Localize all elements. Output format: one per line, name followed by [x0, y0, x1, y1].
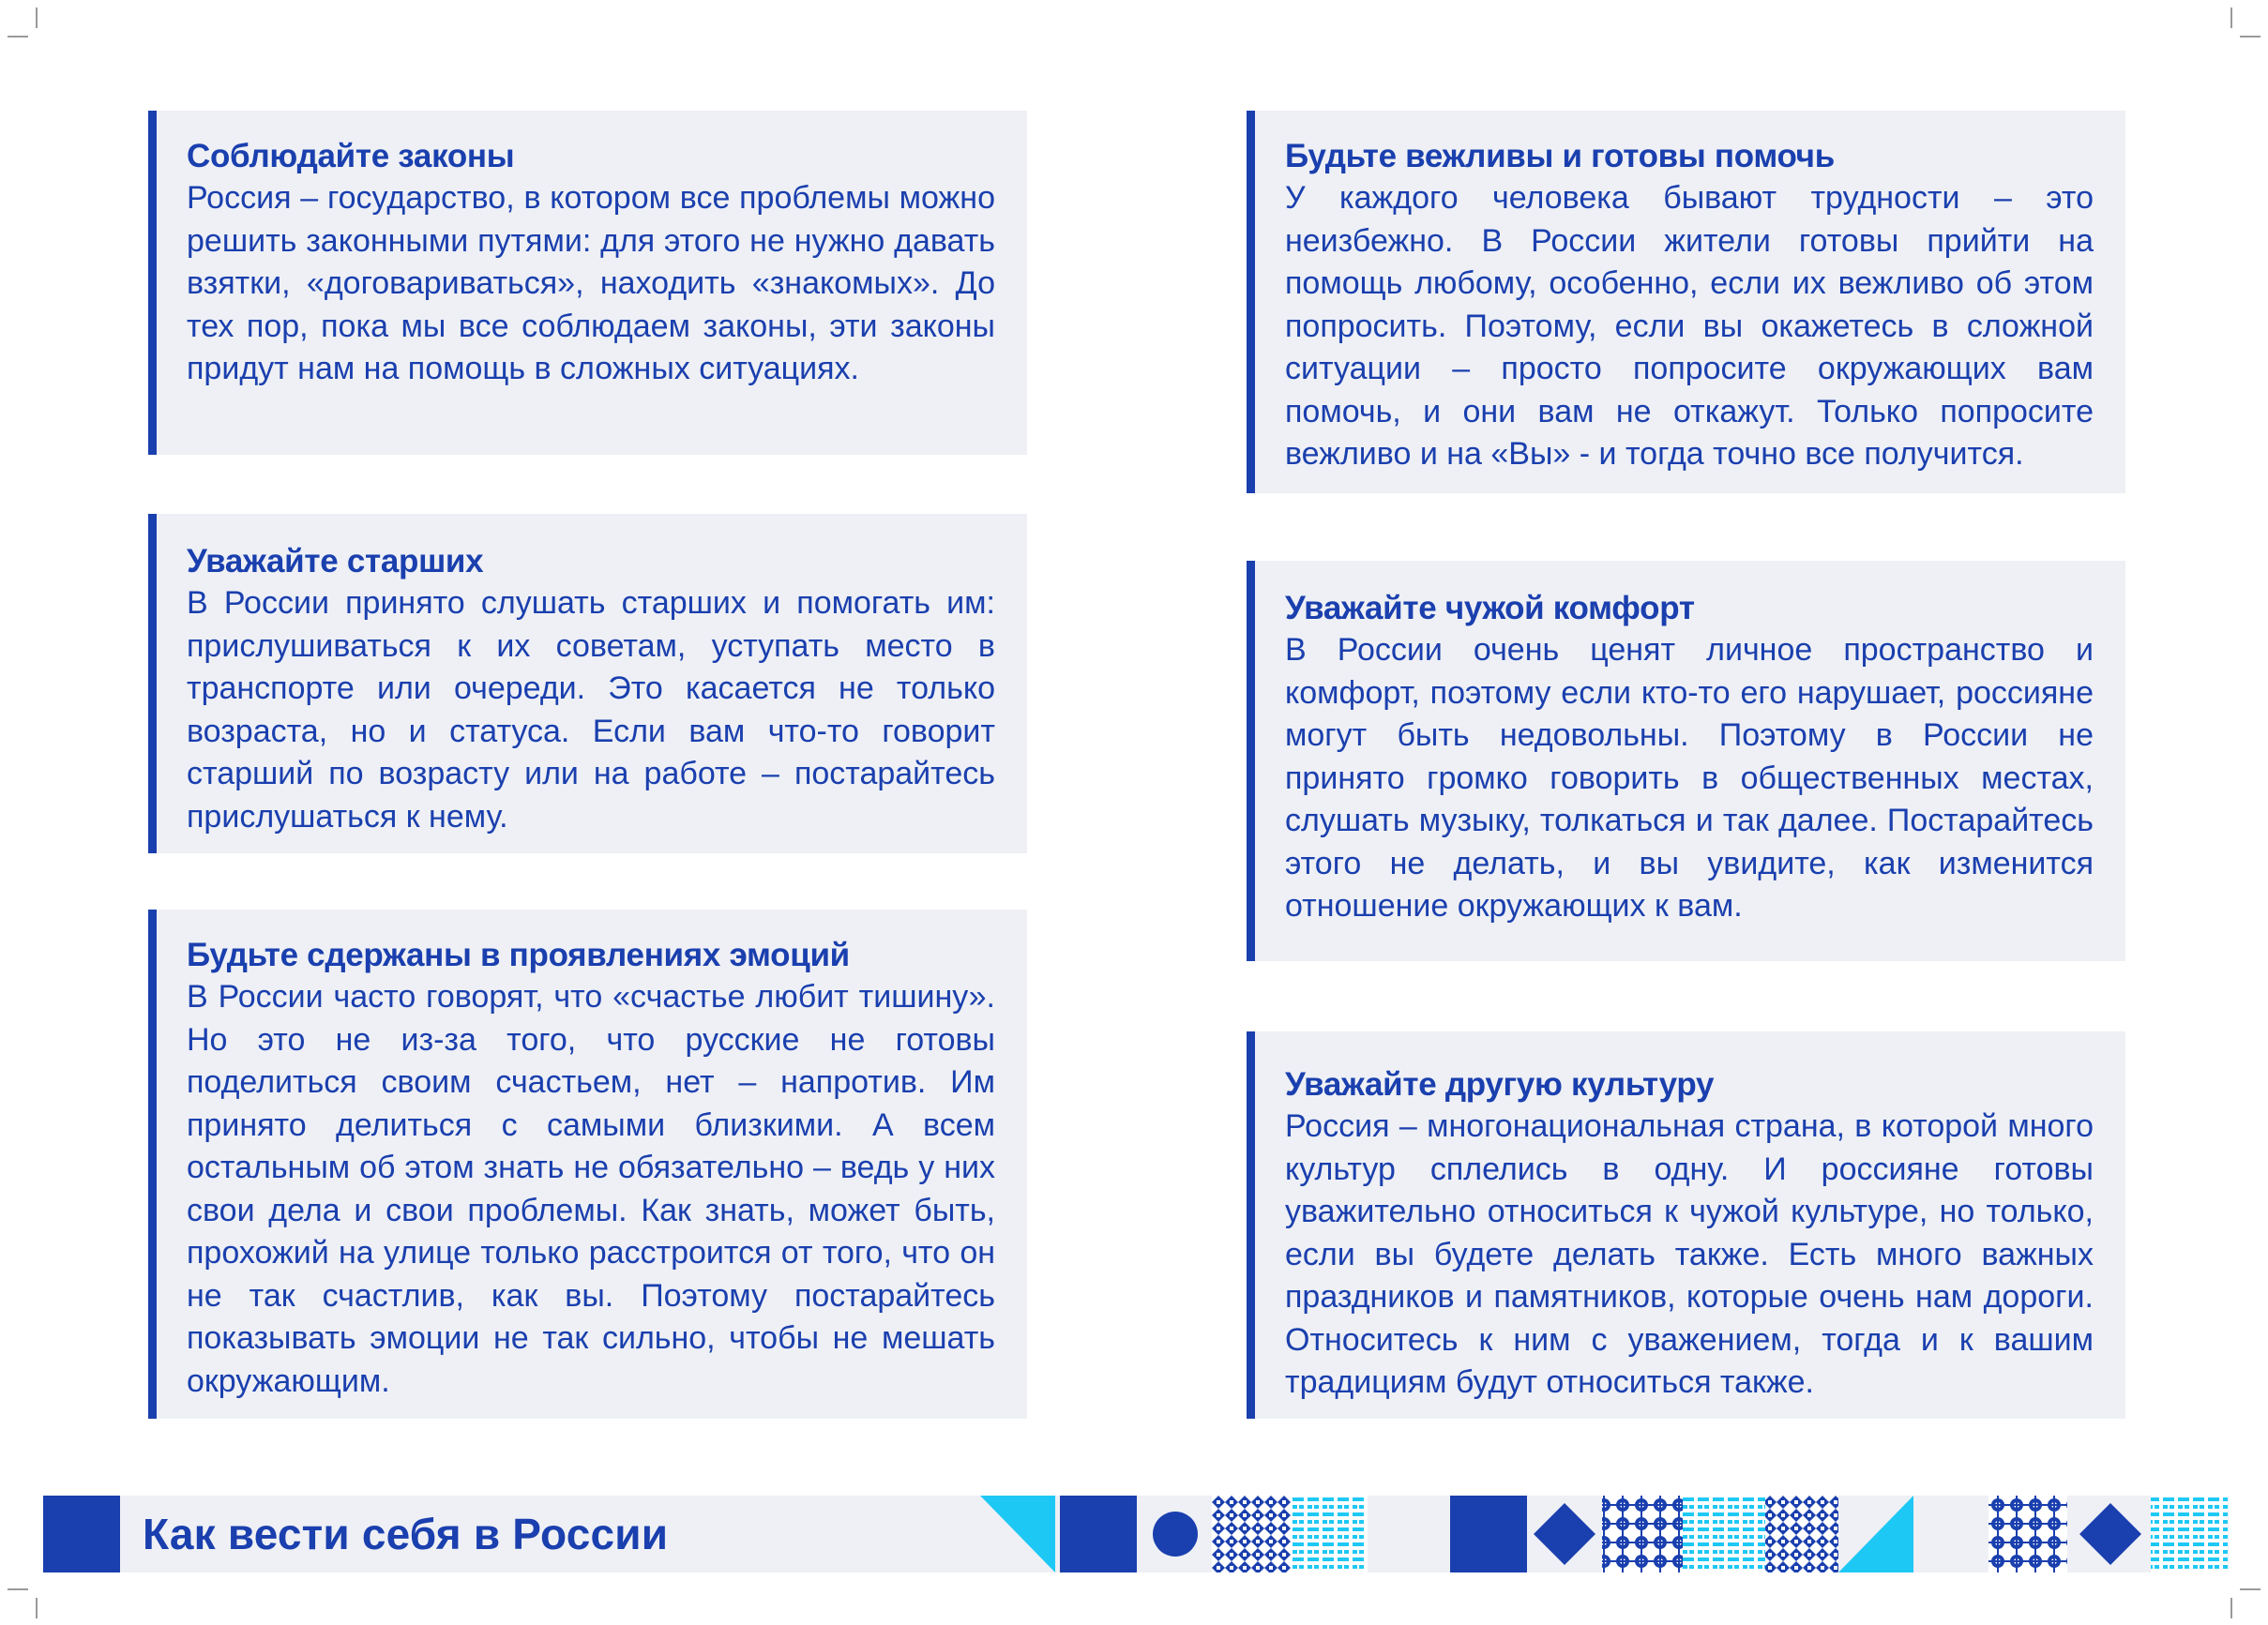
crop-mark — [2230, 8, 2232, 28]
ornament-rosette-icon — [1602, 1496, 1683, 1572]
card-respect-comfort — [1247, 561, 2125, 961]
card-title: Уважайте старших — [187, 543, 484, 579]
crop-mark — [8, 36, 28, 38]
card-be-polite — [1247, 111, 2125, 493]
circle-icon — [1153, 1512, 1198, 1557]
crop-mark — [36, 1598, 38, 1618]
card-title: Соблюдайте законы — [187, 138, 515, 174]
card-obey-laws — [148, 111, 1027, 455]
ornament-weave-icon — [1291, 1496, 1368, 1572]
crop-mark — [2240, 1588, 2260, 1590]
footer-title: Как вести себя в России — [143, 1510, 669, 1558]
ornament-strip — [975, 1496, 2232, 1572]
card-respect-elders — [148, 514, 1027, 853]
card-text: В России часто говорят, что «счастье любит тишину». Но это не из-за того, что русские не готовы поделиться своим счастьем, нет – напротив. Им принято делиться с самыми близкими. А всем остальным об этом знать не обязательно – ведь у них свои дела и свои проблемы. Как знать, может быть, прохожий на улице только расстроится от того, что он не так счастлив, как вы. Поэтому постарайтесь показывать эмоции не так сильно, чтобы не мешать окружающим. — [187, 979, 995, 1399]
card-title: Будьте сдержаны в проявлениях эмоций — [187, 937, 850, 973]
ornament-weave-icon — [1765, 1496, 1838, 1572]
crop-mark — [2230, 1598, 2232, 1618]
card-restrain-emotions — [148, 910, 1027, 1419]
ornament-weave-icon — [1683, 1496, 1765, 1572]
card-text: В России принято слушать старших и помогать им: прислушиваться к их советам, уступать место в транспорте или очереди. Это касается не только возраста, но и статуса. Если вам что-то говорит старший по возрасту или на работе – постарайтесь прислушаться к нему. — [187, 585, 995, 835]
diamond-icon — [2079, 1503, 2141, 1565]
crop-mark — [8, 1588, 28, 1590]
footer-square-icon — [43, 1496, 120, 1572]
card-title: Уважайте чужой комфорт — [1285, 590, 1695, 626]
card-text: Россия – многонациональная страна, в которой много культур сплелись в одну. И россияне готовы уважительно относиться к чужой культуре, но только, если вы будете делать также. Есть много важных праздников и памятников, которые очень нам дороги. Относитесь к ним с уважением, тогда и к вашим традициям будут относиться также. — [1285, 1108, 2094, 1400]
card-title: Уважайте другую культуру — [1285, 1066, 1715, 1103]
card-title: Будьте вежливы и готовы помочь — [1285, 138, 1835, 174]
card-text: У каждого человека бывают трудности – это неизбежно. В России жители готовы прийти на помощь любому, особенно, если их вежливо об этом попросить. Поэтому, если вы окажетесь в сложной ситуации – просто попросите окружающих вам помочь, и они вам не откажут. Только попросите вежливо и на «Вы» - и тогда точно все получится. — [1285, 180, 2094, 472]
ornament-rosette-icon — [1988, 1496, 2067, 1572]
ornament-weave-icon — [2151, 1496, 2228, 1572]
diamond-icon — [1534, 1503, 1595, 1565]
crop-mark — [36, 8, 38, 28]
triangle-icon — [980, 1496, 1055, 1572]
square-icon — [1450, 1496, 1527, 1572]
square-icon — [1060, 1496, 1137, 1572]
ornament-weave-icon — [1212, 1496, 1291, 1572]
card-respect-culture — [1247, 1031, 2125, 1419]
card-text: В России очень ценят личное пространство и комфорт, поэтому если кто-то его нарушает, россияне могут быть недовольны. Поэтому в России не принято громко говорить в общественных местах, слушать музыку, толкаться и так далее. Постарайтесь этого не делать, и вы увидите, как изменится отношение окружающих к вам. — [1285, 632, 2094, 924]
crop-mark — [2240, 36, 2260, 38]
card-text: Россия – государство, в котором все проблемы можно решить законными путями: для этого не нужно давать взятки, «договариваться», находить «знакомых». До тех пор, пока мы все соблюдаем законы, эти законы придут нам на помощь в сложных ситуациях. — [187, 180, 995, 386]
triangle-icon — [1838, 1496, 1913, 1572]
